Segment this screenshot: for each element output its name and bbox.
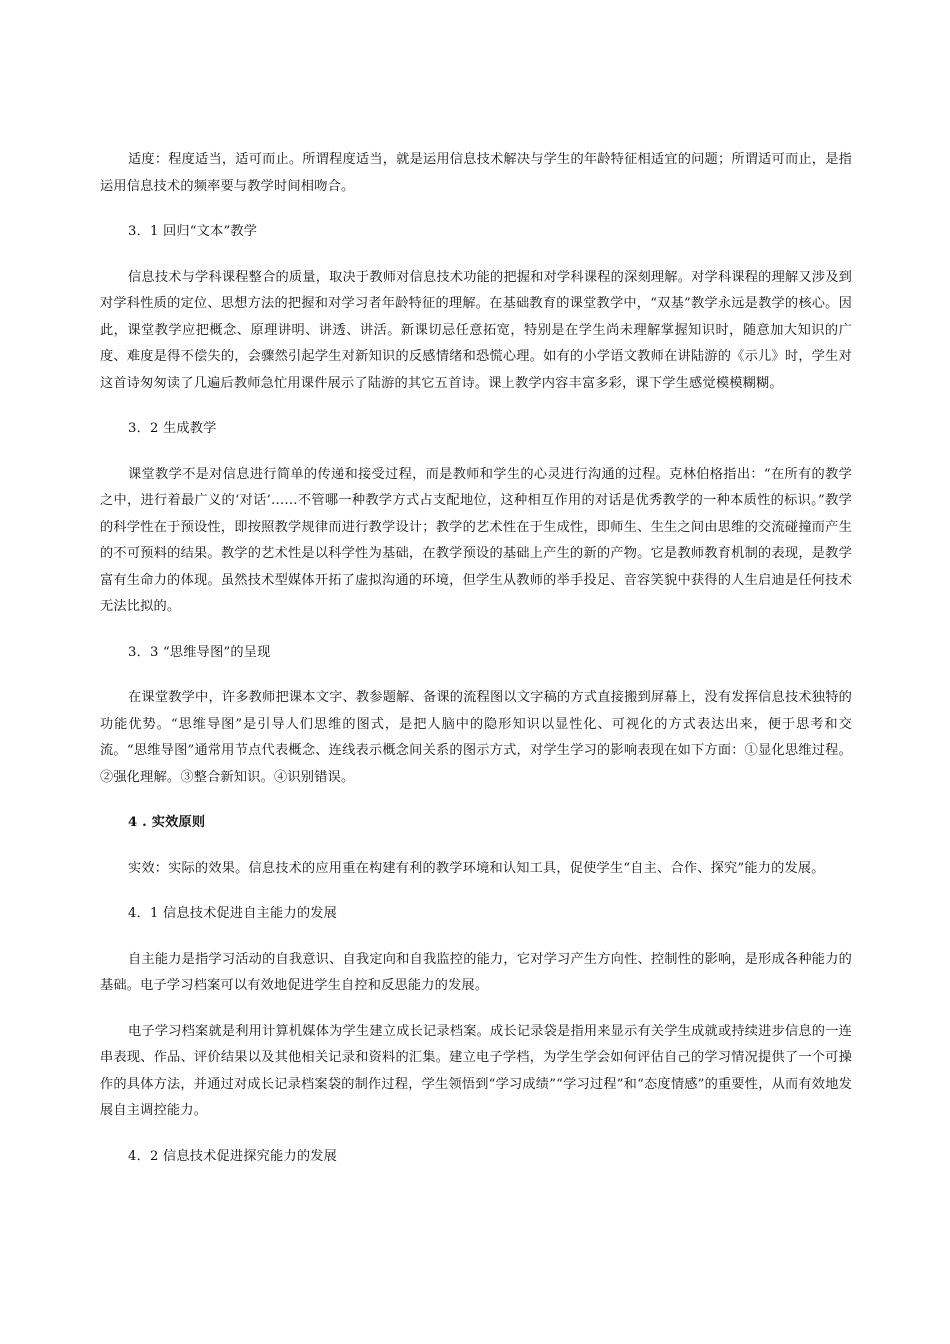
heading-3-3: 3．3 “思维导图”的呈现 xyxy=(128,644,271,660)
paragraph-3-2: 课堂教学不是对信息进行简单的传递和接受过程，而是教师和学生的心灵进行沟通的过程。克林伯格指出：“在所有的教学之中，进行着最广义的‘对话’……不管哪一种教学方式占支配地位，这种相互作用的对话是优秀教学的一种本质性的标识。”教学的科学性在于预设性，即按照教学规律而进行教学设计；教学的艺术性在于生成性，即师生、生生之间由思维的交流碰撞而产生的不可预料的结果。教学的艺术性是以科学性为基础，在教学预设的基础上产生的新的产物。它是教师教育机制的表现，是教学富有生命力的体现。虽然技术型媒体开拓了虚拟沟通的环境，但学生从教师的举手投足、音容笑貌中获得的人生启迪是任何技术无法比拟的。 xyxy=(100,466,852,614)
paragraph-4-1-a: 自主能力是指学习活动的自我意识、自我定向和自我监控的能力，它对学习产生方向性、控制性的影响，是形成各种能力的基础。电子学习档案可以有效地促进学生自控和反思能力的发展。 xyxy=(100,951,852,993)
heading-3-1: 3．1 回归“文本”教学 xyxy=(128,224,258,239)
paragraph-3-1: 信息技术与学科课程整合的质量，取决于教师对信息技术功能的把握和对学科课程的深刻理解。对学科课程的理解又涉及到对学科性质的定位、思想方法的把握和对学习者年龄特征的理解。在基础教育的课堂教学中，“双基”教学永远是教学的核心。因此，课堂教学应把概念、原理讲明、讲透、讲活。新课切忌任意拓宽，特别是在学生尚未理解掌握知识时，随意加大知识的广度、难度是得不偿失的，会骤然引起学生对新知识的反感情绪和恐慌心理。如有的小学语文教师在讲陆游的《示儿》时，学生对这首诗匆匆读了几遍后教师急忙用课件展示了陆游的其它五首诗。课上教学内容丰富多彩，课下学生感觉模模糊糊。 xyxy=(100,269,852,391)
paragraph-moderation: 适度：程度适当，适可而止。所谓程度适当，就是运用信息技术解决与学生的年龄特征相适宜的问题；所谓适可而止，是指运用信息技术的频率要与教学时间相吻合。 xyxy=(100,152,852,194)
document-page xyxy=(100,147,852,1170)
paragraph-4-1-b: 电子学习档案就是利用计算机媒体为学生建立成长记录档案。成长记录袋是指用来显示有关学生成就或持续进步信息的一连串表现、作品、评价结果以及其他相关记录和资料的汇集。建立电子学档，为学生学会如何评估自己的学习情况提供了一个可操作的具体方法，并通过对成长记录档案袋的制作过程，学生领悟到“学习成绩”“学习过程”和“态度情感”的重要性，从而有效地发展自主调控能力。 xyxy=(100,1023,852,1118)
heading-4-1: 4．1 信息技术促进自主能力的发展 xyxy=(128,906,337,921)
heading-4: 4 . 实效原则 xyxy=(128,815,206,830)
paragraph-4-intro: 实效：实际的效果。信息技术的应用重在构建有利的教学环境和认知工具，促使学生“自主、合作、探究”能力的发展。 xyxy=(128,860,825,876)
heading-3-2: 3．2 生成教学 xyxy=(128,421,217,436)
heading-4-2: 4．2 信息技术促进探究能力的发展 xyxy=(128,1148,337,1164)
paragraph-3-3: 在课堂教学中，许多教师把课本文字、教参题解、备课的流程图以文字稿的方式直接搬到屏幕上，没有发挥信息技术独特的功能优势。“思维导图”是引导人们思维的图式，是把人脑中的隐形知识以显性化、可视化的方式表达出来，便于思考和交流。“思维导图”通常用节点代表概念、连线表示概念间关系的图示方式，对学生学习的影响表现在如下方面：①显化思维过程。②强化理解。③整合新知识。④识别错误。 xyxy=(100,690,852,785)
